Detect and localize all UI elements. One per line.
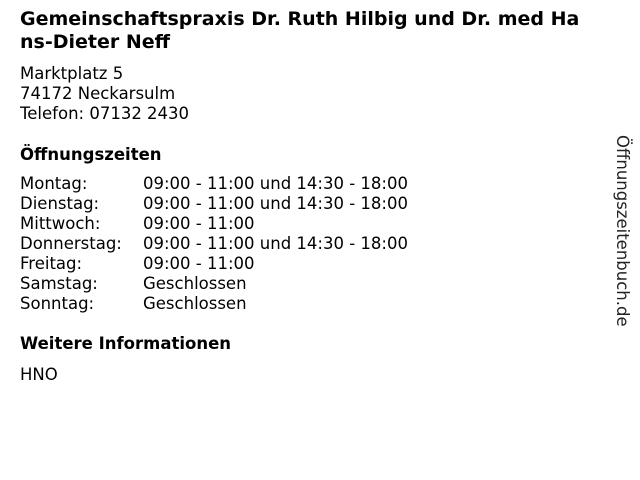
address-city: 74172 Neckarsulm xyxy=(20,84,176,103)
site-watermark: Öffnungszeitenbuch.de xyxy=(613,135,632,327)
hours-day: Montag: xyxy=(20,174,88,193)
more-info-heading: Weitere Informationen xyxy=(20,334,232,353)
hours-time: 09:00 - 11:00 xyxy=(143,214,255,233)
practice-title-line-1: Gemeinschaftspraxis Dr. Ruth Hilbig und Dr. med Ha xyxy=(20,8,580,30)
hours-row-sunday xyxy=(20,294,408,314)
opening-hours-table xyxy=(20,174,408,314)
hours-day: Donnerstag: xyxy=(20,234,122,253)
address-block xyxy=(20,64,189,124)
hours-time: 09:00 - 11:00 und 14:30 - 18:00 xyxy=(143,174,408,193)
practice-title-line-2: ns-Dieter Neff xyxy=(20,31,171,53)
hours-day: Mittwoch: xyxy=(20,214,101,233)
hours-time: 09:00 - 11:00 xyxy=(143,254,255,273)
more-info-text: HNO xyxy=(20,365,58,384)
hours-time: 09:00 - 11:00 und 14:30 - 18:00 xyxy=(143,194,408,213)
address-phone: Telefon: 07132 2430 xyxy=(20,104,190,123)
address-street: Marktplatz 5 xyxy=(20,64,124,83)
hours-row-monday xyxy=(20,174,408,194)
hours-row-friday xyxy=(20,254,408,274)
hours-day: Samstag: xyxy=(20,274,98,293)
hours-day: Freitag: xyxy=(20,254,83,273)
hours-time: Geschlossen xyxy=(143,294,247,313)
hours-time: 09:00 - 11:00 und 14:30 - 18:00 xyxy=(143,234,408,253)
opening-hours-heading: Öffnungszeiten xyxy=(20,145,162,164)
hours-day: Sonntag: xyxy=(20,294,95,313)
hours-row-tuesday xyxy=(20,194,408,214)
hours-day: Dienstag: xyxy=(20,194,100,213)
practice-title xyxy=(20,8,612,54)
hours-row-thursday xyxy=(20,234,408,254)
hours-row-wednesday xyxy=(20,214,408,234)
hours-row-saturday xyxy=(20,274,408,294)
hours-time: Geschlossen xyxy=(143,274,247,293)
